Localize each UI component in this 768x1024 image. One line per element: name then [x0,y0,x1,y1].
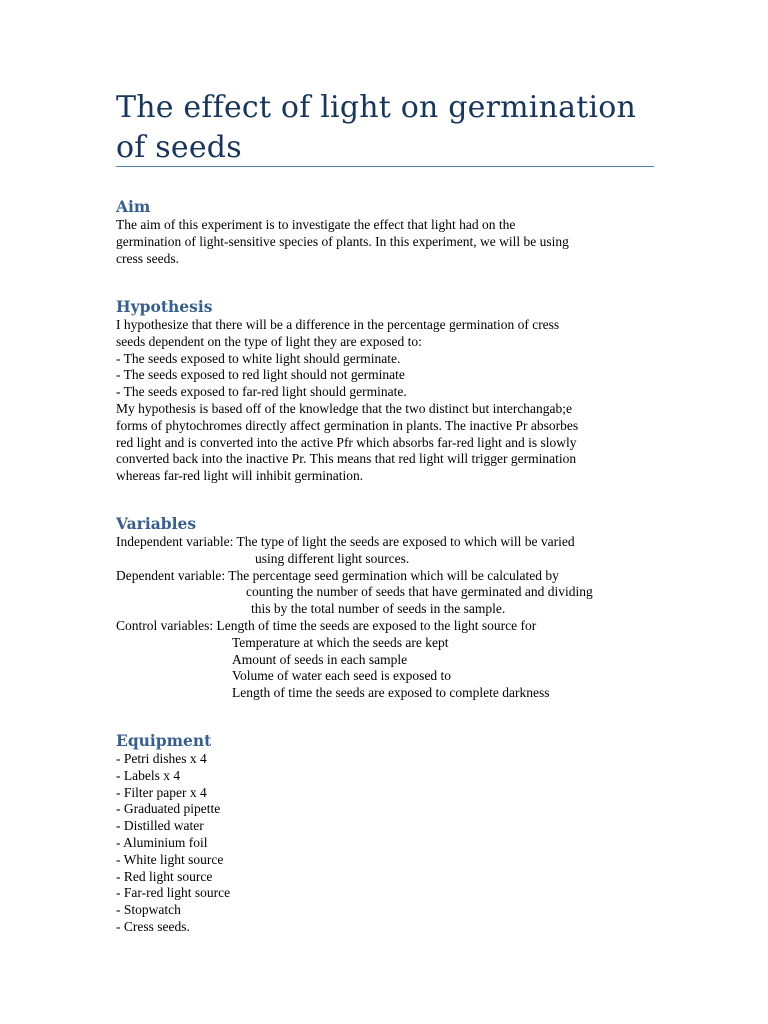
independent-line: Independent variable: The type of light the seeds are exposed to which will be varied [116,534,575,549]
dependent-line: Dependent variable: The percentage seed germination which will be calculated by [116,567,559,583]
title-divider [116,166,654,167]
aim-line: The aim of this experiment is to investigate the effect that light had on the [116,217,516,232]
control-variables [116,618,676,702]
variables-heading: Variables [116,514,197,533]
equipment-section [116,731,676,936]
equipment-item: - Distilled water [116,818,204,834]
equipment-heading: Equipment [116,731,212,750]
equipment-item: - Labels x 4 [116,767,181,783]
hypothesis-line: forms of phytochromes directly affect germination in plants. The inactive Pr absorbes [116,417,579,433]
hypothesis-line: - The seeds exposed to far-red light should germinate. [116,384,407,400]
equipment-list [116,751,676,936]
equipment-item: - White light source [116,851,224,867]
independent-line: using different light sources. [255,550,410,566]
hypothesis-line: seeds dependent on the type of light they are exposed to: [116,333,422,349]
hypothesis-paragraph [116,317,676,485]
control-line: Volume of water each seed is exposed to [232,668,452,684]
control-line: Amount of seeds in each sample [232,651,408,667]
aim-paragraph [116,217,676,267]
equipment-item: - Petri dishes x 4 [116,751,207,766]
equipment-item: - Cress seeds. [116,918,190,934]
control-line: Temperature at which the seeds are kept [232,634,449,650]
dependent-line: counting the number of seeds that have germinated and dividing [246,584,593,600]
aim-line: germination of light-sensitive species of plants. In this experiment, we will be using [116,233,569,249]
control-line: Length of time the seeds are exposed to complete darkness [232,685,550,701]
document-title: The effect of light on germination of seeds [116,90,637,165]
aim-heading: Aim [116,197,151,216]
dependent-line: this by the total number of seeds in the sample. [251,601,506,617]
control-line: Control variables: Length of time the seeds are exposed to the light source for [116,617,537,633]
variables-section [116,514,676,702]
hypothesis-line: converted back into the inactive Pr. This means that red light will trigger germination [116,451,577,467]
hypothesis-line: My hypothesis is based off of the knowledge that the two distinct but interchangab;e [116,400,573,416]
hypothesis-line: whereas far-red light will inhibit germination. [116,468,364,484]
aim-section [116,197,676,267]
hypothesis-line: red light and is converted into the active Pfr which absorbs far-red light and is slowly [116,434,577,450]
equipment-item: - Aluminium foil [116,834,208,850]
hypothesis-section [116,297,676,485]
equipment-item: - Graduated pipette [116,801,221,817]
equipment-item: - Filter paper x 4 [116,784,207,800]
hypothesis-heading: Hypothesis [116,297,213,316]
equipment-item: - Far-red light source [116,885,231,901]
hypothesis-line: I hypothesize that there will be a difference in the percentage germination of cress [116,317,560,332]
equipment-item: - Red light source [116,868,213,884]
dependent-variable [116,568,676,618]
hypothesis-line: - The seeds exposed to white light should germinate. [116,350,401,366]
aim-line: cress seeds. [116,250,179,266]
hypothesis-line: - The seeds exposed to red light should not germinate [116,367,405,383]
independent-variable [116,534,676,568]
equipment-item: - Stopwatch [116,902,181,918]
